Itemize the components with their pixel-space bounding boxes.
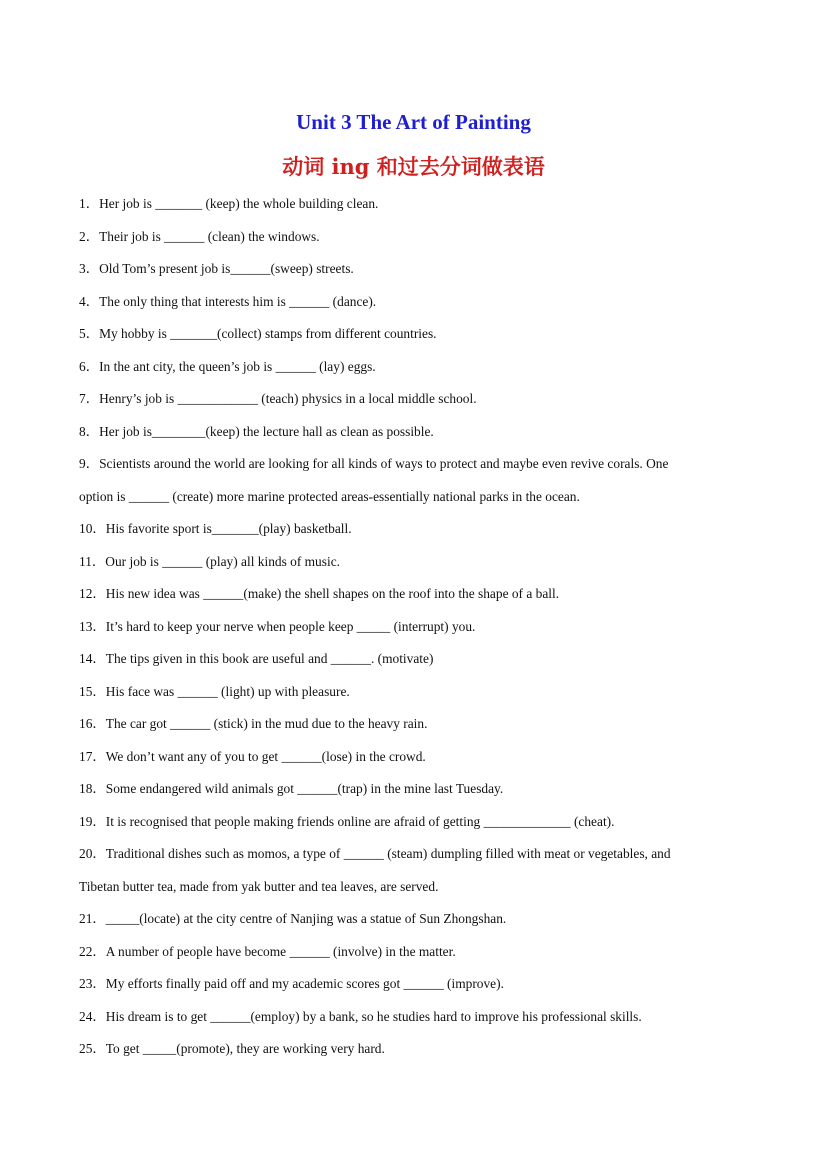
- question-item: [79, 944, 749, 960]
- question-item: [79, 326, 749, 342]
- question-item: [79, 976, 749, 992]
- question-text: The tips given in this book are useful and ______. (motivate): [105, 651, 434, 666]
- question-number: 24．: [79, 1009, 106, 1024]
- question-text: My hobby is _______(collect) stamps from different countries.: [99, 326, 437, 341]
- question-text: _____(locate) at the city centre of Nanjing was a statue of Sun Zhongshan.: [105, 911, 507, 926]
- question-text: Henry’s job is ____________ (teach) physics in a local middle school.: [99, 391, 477, 406]
- question-text: Our job is ______ (play) all kinds of music.: [105, 554, 340, 569]
- question-number: 18．: [79, 781, 106, 796]
- question-item: [79, 911, 749, 927]
- question-number: 13．: [79, 619, 106, 634]
- question-item: [79, 391, 749, 407]
- question-text: His face was ______ (light) up with pleasure.: [105, 684, 350, 699]
- page-subtitle: 动词 ing 和过去分词做表语: [282, 154, 545, 179]
- question-number: 20．: [79, 846, 106, 861]
- question-text: My efforts finally paid off and my academic scores got ______ (improve).: [105, 976, 504, 991]
- question-number: 4．: [79, 294, 100, 309]
- question-text: In the ant city, the queen’s job is ______ (lay) eggs.: [99, 359, 376, 374]
- question-number: 11．: [79, 554, 106, 569]
- question-item-continued: [79, 489, 749, 505]
- question-number: 3．: [79, 261, 100, 276]
- question-item: [79, 1009, 749, 1025]
- question-number: 23．: [79, 976, 106, 991]
- question-text: The only thing that interests him is ______ (dance).: [99, 294, 377, 309]
- page-title: Unit 3 The Art of Painting: [296, 110, 531, 134]
- question-item: [79, 196, 749, 212]
- question-item: [79, 521, 749, 537]
- question-number: 9．: [79, 456, 100, 471]
- question-number: 14．: [79, 651, 106, 666]
- question-item: [79, 456, 749, 472]
- question-text: Her job is________(keep) the lecture hall as clean as possible.: [99, 424, 434, 439]
- question-item: [79, 229, 749, 245]
- question-text: Some endangered wild animals got ______(trap) in the mine last Tuesday.: [105, 781, 504, 796]
- question-text: His dream is to get ______(employ) by a bank, so he studies hard to improve his professional skills.: [105, 1009, 642, 1024]
- question-number: 21．: [79, 911, 106, 926]
- question-number: 5．: [79, 326, 100, 341]
- question-text: His new idea was ______(make) the shell shapes on the roof into the shape of a ball.: [105, 586, 560, 601]
- question-item: [79, 781, 749, 797]
- question-number: 17．: [79, 749, 106, 764]
- question-text: option is ______ (create) more marine protected areas-essentially national parks in the ocean.: [79, 489, 580, 504]
- question-number: 25．: [79, 1041, 106, 1056]
- question-item: [79, 846, 749, 862]
- question-number: 1．: [79, 196, 100, 211]
- question-text: A number of people have become ______ (involve) in the matter.: [105, 944, 456, 959]
- question-item: [79, 554, 749, 570]
- question-item-continued: [79, 879, 749, 895]
- question-text: To get _____(promote), they are working very hard.: [105, 1041, 385, 1056]
- question-text: It is recognised that people making friends online are afraid of getting _____________ (cheat).: [105, 814, 615, 829]
- question-text: The car got ______ (stick) in the mud due to the heavy rain.: [105, 716, 428, 731]
- question-item: [79, 814, 749, 830]
- question-item: [79, 359, 749, 375]
- question-text: We don’t want any of you to get ______(lose) in the crowd.: [105, 749, 426, 764]
- question-item: [79, 424, 749, 440]
- question-number: 19．: [79, 814, 106, 829]
- question-text: Their job is ______ (clean) the windows.: [99, 229, 320, 244]
- question-text: Tibetan butter tea, made from yak butter and tea leaves, are served.: [79, 879, 439, 894]
- question-item: [79, 261, 749, 277]
- question-item: [79, 684, 749, 700]
- question-item: [79, 716, 749, 732]
- question-text: Scientists around the world are looking for all kinds of ways to protect and maybe even revive corals. One: [99, 456, 669, 471]
- question-number: 2．: [79, 229, 100, 244]
- question-text: His favorite sport is_______(play) basketball.: [105, 521, 352, 536]
- question-text: Her job is _______ (keep) the whole building clean.: [99, 196, 379, 211]
- question-number: 10．: [79, 521, 106, 536]
- question-item: [79, 294, 749, 310]
- question-item: [79, 586, 749, 602]
- question-text: Traditional dishes such as momos, a type of ______ (steam) dumpling filled with meat or vegetables, and: [105, 846, 671, 861]
- question-number: 8．: [79, 424, 100, 439]
- question-item: [79, 749, 749, 765]
- question-item: [79, 619, 749, 635]
- question-text: It’s hard to keep your nerve when people keep _____ (interrupt) you.: [105, 619, 476, 634]
- question-item: [79, 651, 749, 667]
- question-number: 7．: [79, 391, 100, 406]
- question-number: 6．: [79, 359, 100, 374]
- question-number: 22．: [79, 944, 106, 959]
- question-number: 12．: [79, 586, 106, 601]
- question-number: 15．: [79, 684, 106, 699]
- question-item: [79, 1041, 749, 1057]
- question-text: Old Tom’s present job is______(sweep) streets.: [99, 261, 354, 276]
- question-number: 16．: [79, 716, 106, 731]
